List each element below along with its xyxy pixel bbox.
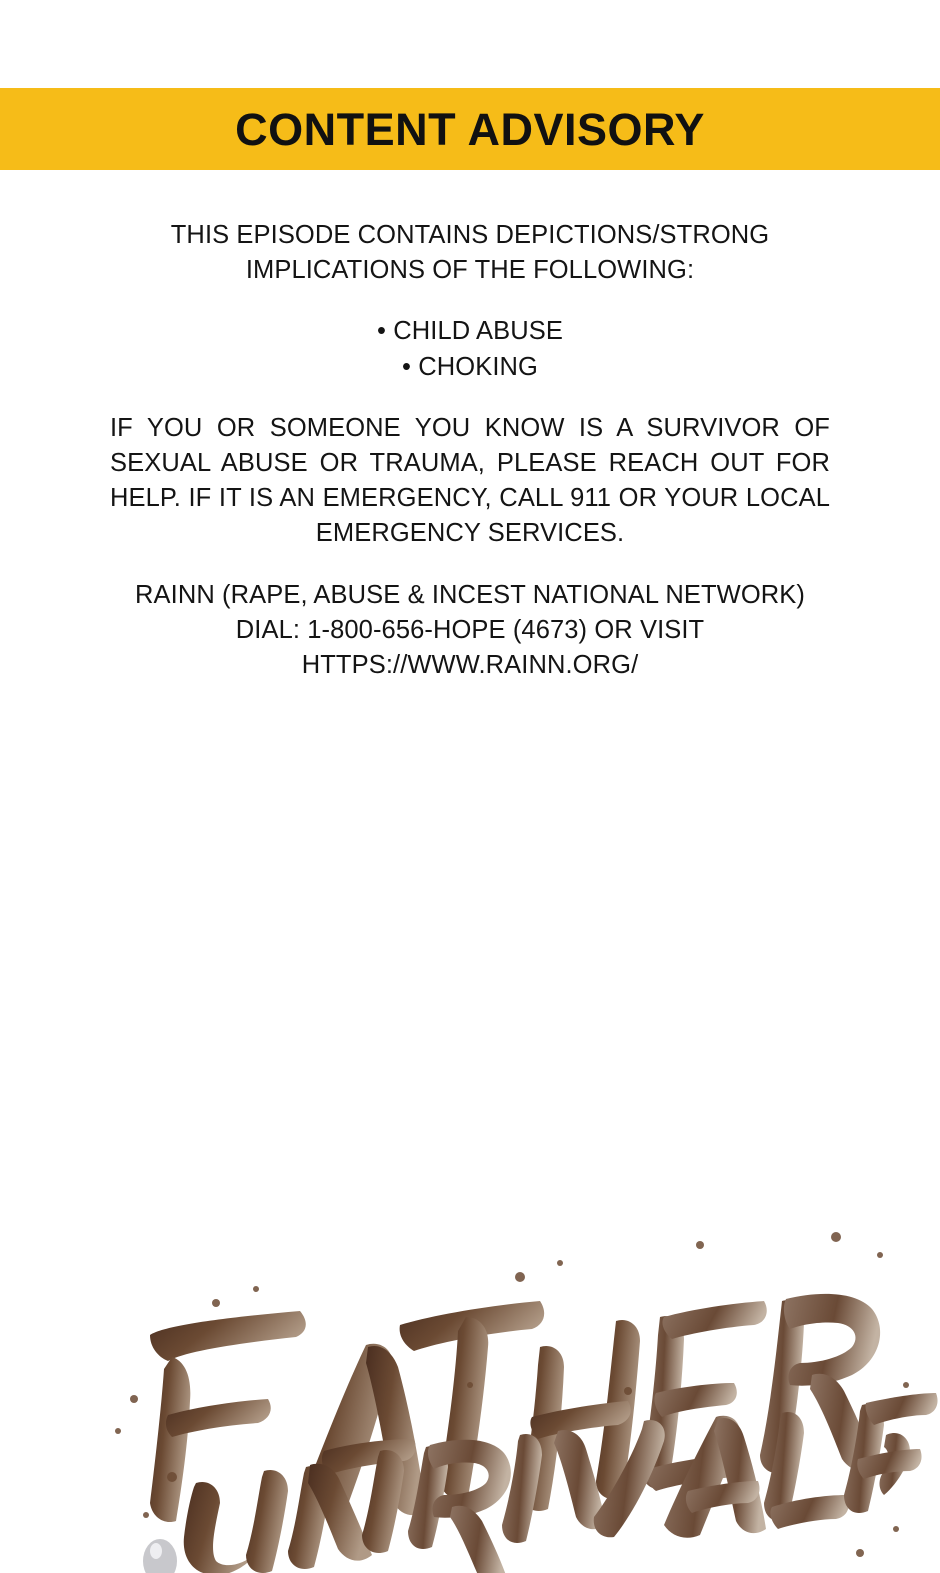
page-title: CONTENT ADVISORY <box>235 103 705 155</box>
resource-block <box>110 578 830 684</box>
content-advisory-banner <box>0 88 940 170</box>
list-item: • CHOKING <box>402 352 538 381</box>
help-paragraph: IF YOU OR SOMEONE YOU KNOW IS A SURVIVOR OF SEXUAL ABUSE OR TRAUMA, PLEASE REACH OUT FOR HELP. IF IT IS AN EMERGENCY, CALL 911 OR YOUR LOCAL EMERGENCY SERVICES. <box>110 413 830 548</box>
resource-phone: DIAL: 1-800-656-HOPE (4673) OR VISIT <box>235 615 705 644</box>
advisory-body <box>110 218 830 683</box>
series-title-artwork <box>0 1185 940 1573</box>
resource-website: HTTPS://WWW.RAINN.ORG/ <box>301 650 639 679</box>
advisory-intro-line-1: THIS EPISODE CONTAINS DEPICTIONS/STRONG <box>170 221 770 249</box>
content-warning-list <box>110 314 830 384</box>
resource-organization: RAINN (RAPE, ABUSE & INCEST NATIONAL NETWORK) <box>135 580 805 609</box>
advisory-intro-line-2: IMPLICATIONS OF THE FOLLOWING: <box>245 256 695 285</box>
list-item: • CHILD ABUSE <box>377 317 563 346</box>
advisory-intro <box>110 218 830 288</box>
